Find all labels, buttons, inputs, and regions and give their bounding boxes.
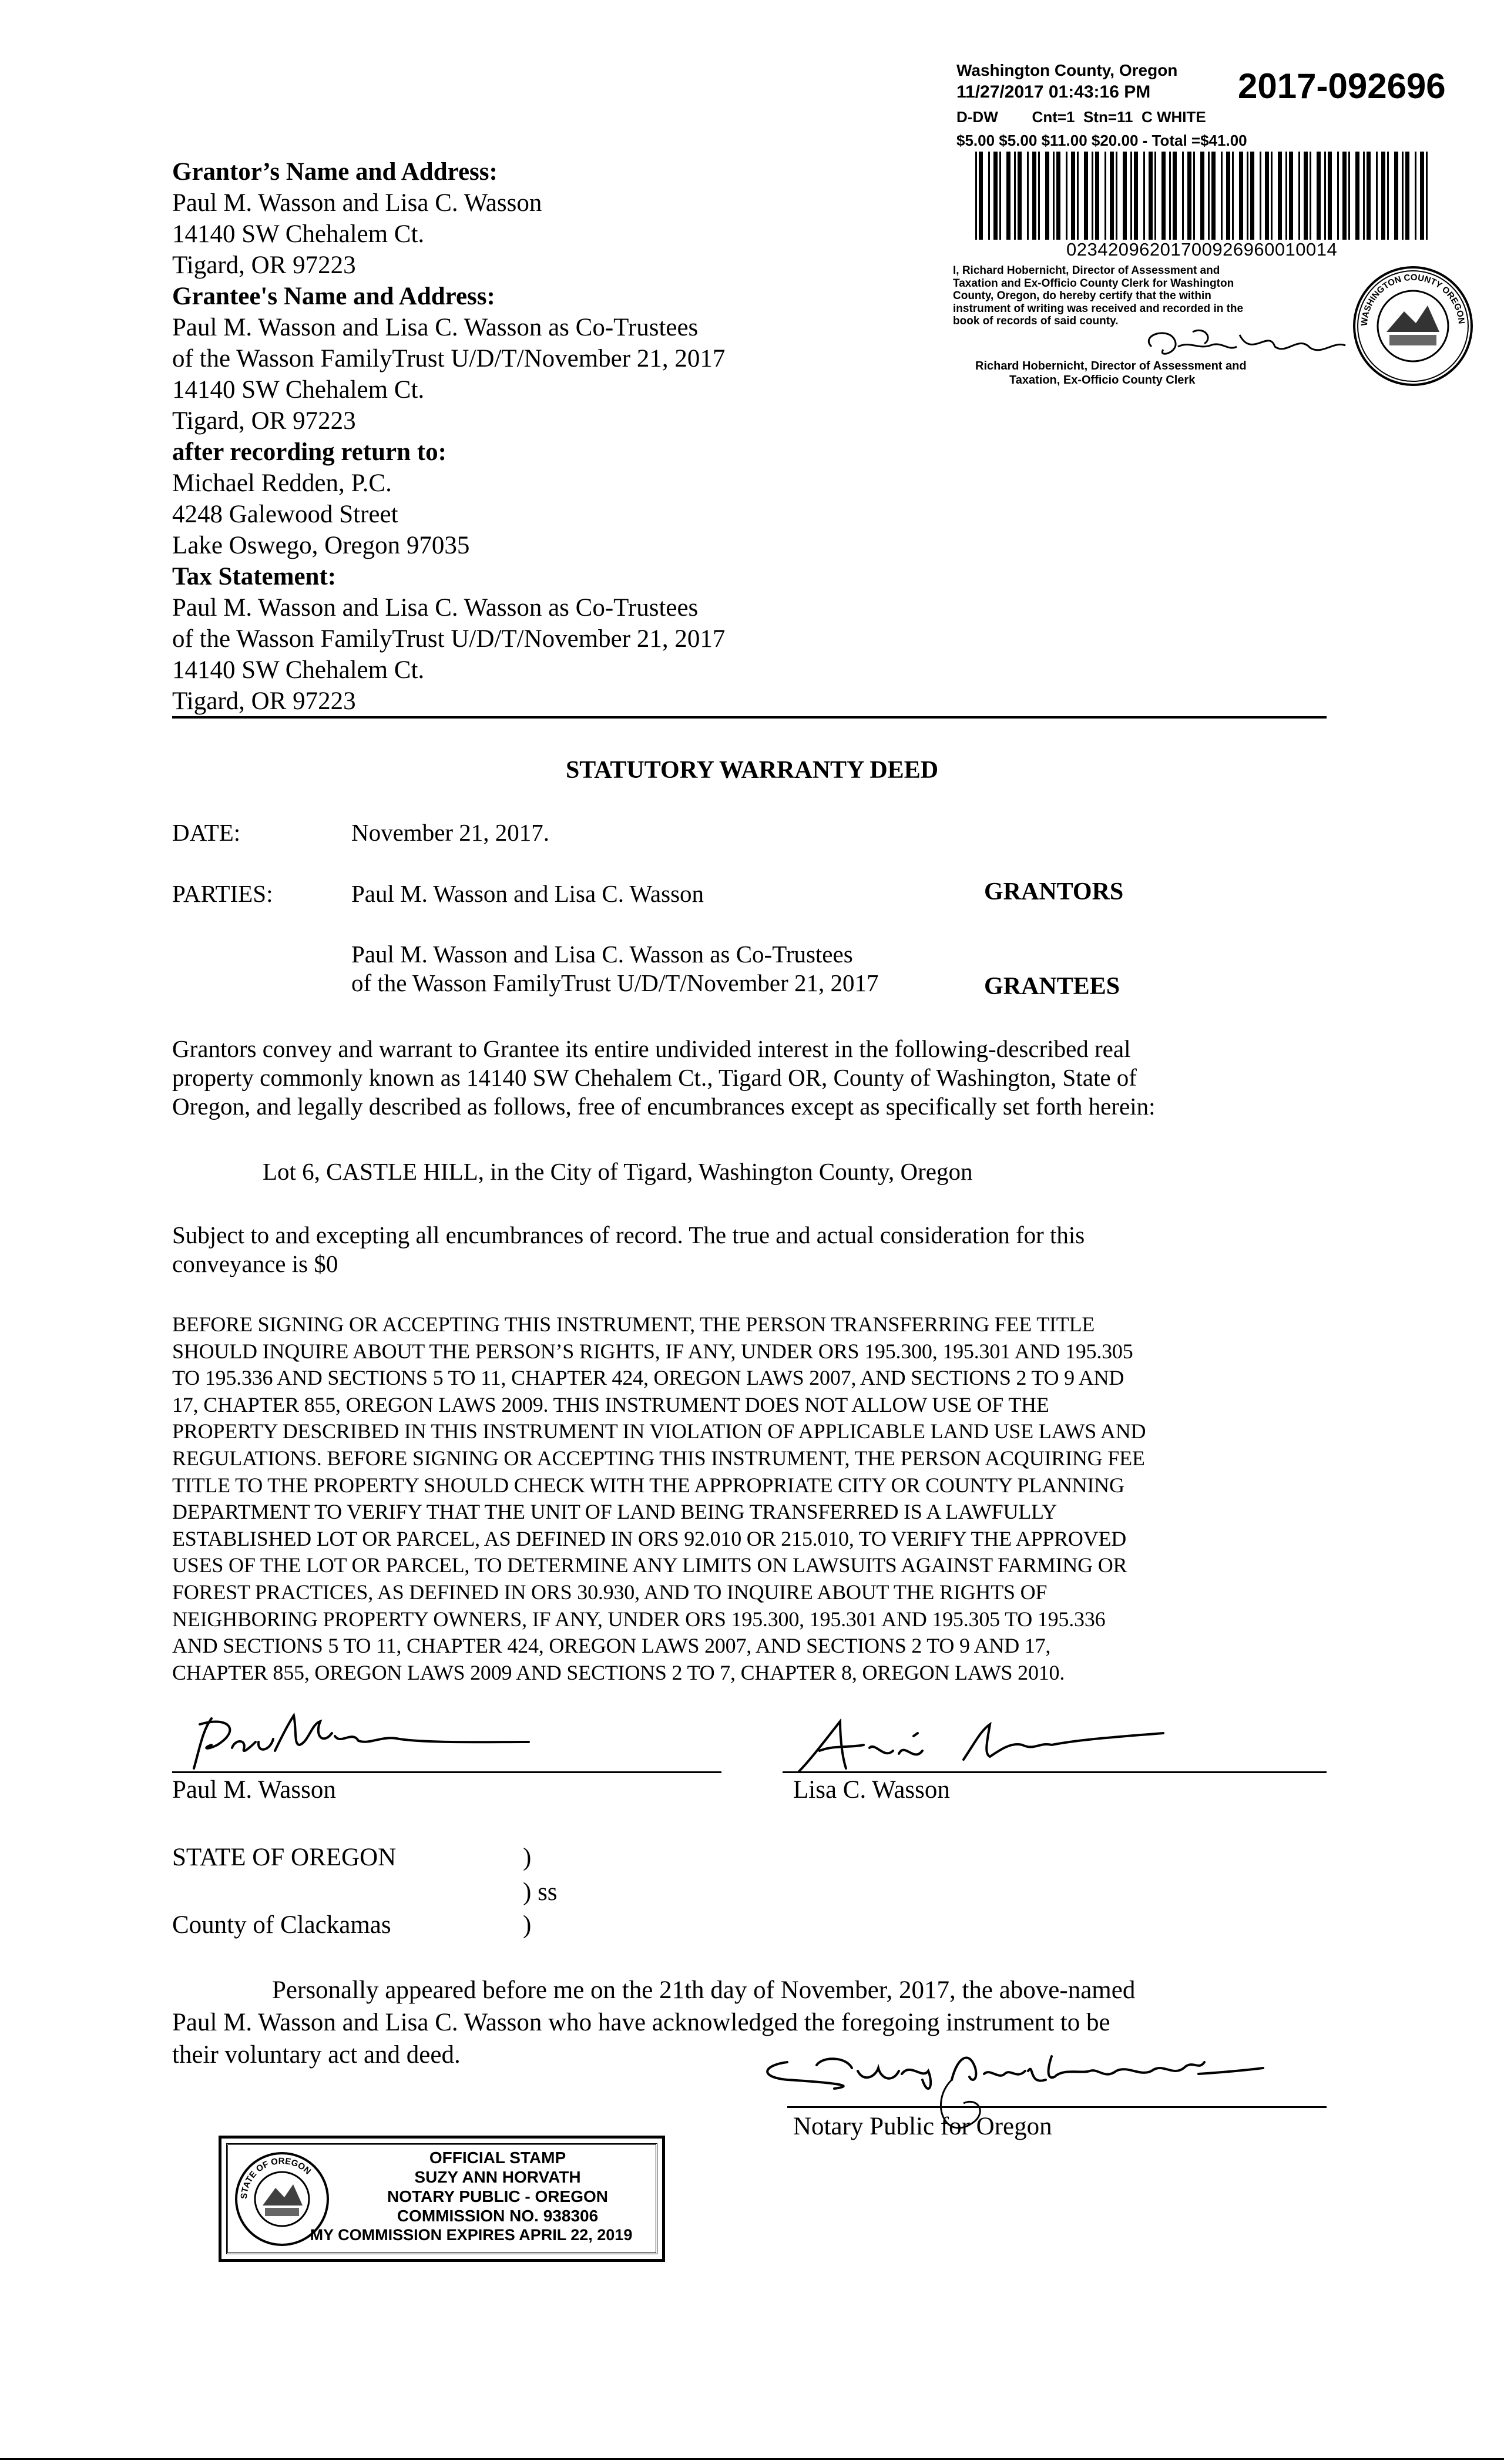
cert-line: Taxation and Ex-Officio County Clerk for Washington — [953, 277, 1234, 290]
barcode-bar — [1415, 152, 1416, 240]
barcode-bar — [1071, 152, 1075, 240]
barcode-bar — [979, 152, 983, 240]
recording-timestamp: 11/27/2017 01:43:16 PM — [956, 82, 1151, 102]
grantee-line: of the Wasson FamilyTrust U/D/T/November 21, 2017 — [172, 345, 726, 372]
clerk-line-2: Taxation, Ex-Officio County Clerk — [1009, 374, 1196, 387]
grantor-line: 14140 SW Chehalem Ct. — [172, 220, 425, 248]
barcode-bar — [1149, 152, 1153, 240]
subject-line: conveyance is $0 — [172, 1250, 338, 1277]
barcode-bar — [1298, 152, 1300, 240]
return-label: after recording return to: — [172, 438, 446, 466]
statutory-line: TO 195.336 AND SECTIONS 5 TO 11, CHAPTER 424, OREGON LAWS 2007, AND SECTIONS 2 TO 9 AND — [172, 1366, 1124, 1390]
cert-line: County, Oregon, do hereby certify that the within — [953, 290, 1211, 302]
statutory-line: ESTABLISHED LOT OR PARCEL, AS DEFINED IN ORS 92.010 OR 215.010, TO VERIFY THE APPROVED — [172, 1526, 1127, 1550]
venue-ss: ) ss — [523, 1878, 558, 1906]
barcode-bar — [1355, 152, 1359, 240]
acknowledgment-line: their voluntary act and deed. — [172, 2041, 461, 2069]
return-line: Lake Oswego, Oregon 97035 — [172, 532, 470, 559]
barcode-bar — [1211, 152, 1216, 240]
barcode-bar — [1134, 152, 1138, 240]
tax-line: 14140 SW Chehalem Ct. — [172, 656, 425, 684]
barcode-bar — [1056, 152, 1060, 240]
deed-title: STATUTORY WARRANTY DEED — [565, 757, 939, 784]
barcode-bar — [1420, 152, 1424, 240]
barcode-bar — [993, 152, 998, 240]
barcode-bar — [1084, 152, 1088, 240]
barcode-bar — [1402, 152, 1404, 240]
header-divider — [172, 716, 1327, 719]
barcode-bar — [1278, 152, 1282, 240]
barcode-bar — [1053, 152, 1055, 240]
notary-signature-line — [787, 2106, 1327, 2108]
statutory-line: SHOULD INQUIRE ABOUT THE PERSON’S RIGHTS, IF ANY, UNDER ORS 195.300, 195.301 AND 195.305 — [172, 1339, 1133, 1363]
barcode-bar — [1154, 152, 1156, 240]
official-stamp — [219, 2136, 665, 2262]
conveyance-line: Oregon, and legally described as follows, free of encumbrances except as specifically set forth herein: — [172, 1093, 1156, 1120]
grantors-role: GRANTORS — [984, 878, 1124, 905]
statutory-line: USES OF THE LOT OR PARCEL, TO DETERMINE ANY LIMITS ON LAWSUITS AGAINST FARMING OR — [172, 1553, 1127, 1577]
venue-paren-1: ) — [523, 1844, 532, 1871]
barcode-bar — [1161, 152, 1166, 240]
grantors-names: Paul M. Wasson and Lisa C. Wasson — [351, 880, 704, 907]
conveyance-line: property commonly known as 14140 SW Chehalem Ct., Tigard OR, County of Washington, State of — [172, 1064, 1137, 1091]
barcode-bar — [1193, 152, 1195, 240]
date-label: DATE: — [172, 819, 241, 846]
barcode-bar — [1239, 152, 1243, 240]
barcode-bar — [1304, 152, 1308, 240]
barcode-bar — [1038, 152, 1040, 240]
date-value: November 21, 2017. — [351, 819, 550, 846]
barcode-bar — [1265, 152, 1269, 240]
barcode-bar — [1143, 152, 1145, 240]
signature-line-1 — [172, 1771, 721, 1773]
barcode-bar — [1032, 152, 1036, 240]
cert-line: book of records of said county. — [953, 315, 1119, 327]
barcode-bar — [1317, 152, 1321, 240]
statutory-line: DEPARTMENT TO VERIFY THAT THE UNIT OF LAND BEING TRANSFERRED IS A LAWFULLY — [172, 1500, 1058, 1524]
grantor-line: Paul M. Wasson and Lisa C. Wasson — [172, 189, 542, 217]
grantee-line: Paul M. Wasson and Lisa C. Wasson as Co-Trustees — [172, 314, 699, 341]
barcode-bar — [1405, 152, 1409, 240]
barcode-bar — [1027, 152, 1029, 240]
stamp-line: MY COMMISSION EXPIRES APRIL 22, 2019 — [310, 2226, 633, 2244]
barcode-bar — [1250, 152, 1254, 240]
certification-text — [953, 264, 1243, 328]
barcode-bar — [1289, 152, 1293, 240]
recording-fees: $5.00 $5.00 $11.00 $20.00 - Total =$41.00 — [956, 132, 1247, 149]
barcode-bar — [1092, 152, 1093, 240]
barcode-bar — [1226, 152, 1230, 240]
barcode-bar — [1348, 152, 1350, 240]
barcode-bar — [1208, 152, 1210, 240]
statutory-line: REGULATIONS. BEFORE SIGNING OR ACCEPTING THIS INSTRUMENT, THE PERSON ACQUIRING FEE — [172, 1446, 1145, 1470]
barcode-bar — [1381, 152, 1385, 240]
barcode-bar — [1173, 152, 1177, 240]
cert-line: I, Richard Hobernicht, Director of Assessment and — [953, 264, 1220, 277]
statutory-line: AND SECTIONS 5 TO 11, CHAPTER 424, OREGON LAWS 2007, AND SECTIONS 2 TO 9 AND 17, — [172, 1634, 1051, 1658]
acknowledgment-line: Personally appeared before me on the 21th day of November, 2017, the above-named — [272, 1976, 1136, 2004]
barcode-bar — [1116, 152, 1117, 240]
stamp-seal-text: STATE OF OREGON — [239, 2156, 313, 2200]
recording-barcode — [975, 152, 1434, 240]
signer-name-2: Lisa C. Wasson — [793, 1776, 950, 1804]
clerk-line-1: Richard Hobernicht, Director of Assessment and — [975, 360, 1247, 372]
stamp-line: COMMISSION NO. 938306 — [397, 2207, 599, 2225]
barcode-bar — [1324, 152, 1326, 240]
barcode-bar — [1387, 152, 1389, 240]
barcode-bar — [1014, 152, 1016, 240]
barcode-bar — [1006, 152, 1010, 240]
barcode-bar — [1426, 152, 1428, 240]
barcode-bar — [1271, 152, 1273, 240]
notary-caption: Notary Public for Oregon — [793, 2113, 1052, 2140]
stamp-text — [310, 2148, 656, 2245]
barcode-bar — [1285, 152, 1287, 240]
return-line: 4248 Galewood Street — [172, 501, 398, 528]
tax-line: of the Wasson FamilyTrust U/D/T/November 21, 2017 — [172, 625, 726, 653]
recording-county: Washington County, Oregon — [956, 61, 1178, 79]
tax-line: Paul M. Wasson and Lisa C. Wasson as Co-Trustees — [172, 594, 699, 622]
statutory-line: TITLE TO THE PROPERTY SHOULD CHECK WITH THE APPROPRIATE CITY OR COUNTY PLANNING — [172, 1473, 1124, 1497]
document-number: 2017-092696 — [1238, 66, 1446, 106]
barcode-bar — [1077, 152, 1079, 240]
state-label: STATE OF OREGON — [172, 1844, 397, 1871]
barcode-bar — [1310, 152, 1311, 240]
barcode-bar — [1260, 152, 1261, 240]
subject-line: Subject to and excepting all encumbrances of record. The true and actual consideration for this — [172, 1221, 1085, 1248]
conveyance-line: Grantors convey and warrant to Grantee its entire undivided interest in the following-described real — [172, 1035, 1131, 1062]
barcode-bar — [1130, 152, 1132, 240]
parties-label: PARTIES: — [172, 880, 273, 907]
venue-paren-3: ) — [523, 1911, 532, 1939]
grantees-role: GRANTEES — [984, 973, 1120, 1000]
grantee-label: Grantee's Name and Address: — [172, 283, 495, 310]
statutory-line: 17, CHAPTER 855, OREGON LAWS 2009. THIS INSTRUMENT DOES NOT ALLOW USE OF THE — [172, 1392, 1049, 1416]
stamp-line: OFFICIAL STAMP — [429, 2149, 566, 2167]
signature-line-2 — [783, 1771, 1327, 1773]
barcode-bar — [999, 152, 1001, 240]
page-bottom-edge — [0, 2458, 1504, 2460]
barcode-bar — [1232, 152, 1234, 240]
grantees-names — [351, 940, 879, 998]
tax-line: Tigard, OR 97223 — [172, 687, 356, 715]
signature-lisa — [787, 1718, 1175, 1777]
grantor-label: Grantor’s Name and Address: — [172, 158, 498, 186]
barcode-bar — [1337, 152, 1339, 240]
statutory-line: PROPERTY DESCRIBED IN THIS INSTRUMENT IN VIOLATION OF APPLICABLE LAND USE LAWS AND — [172, 1419, 1146, 1444]
barcode-bar — [1104, 152, 1106, 240]
legal-description: Lot 6, CASTLE HILL, in the City of Tigard, Washington County, Oregon — [263, 1158, 973, 1185]
statutory-notice — [172, 1311, 1146, 1686]
signature-paul — [176, 1713, 576, 1777]
barcode-bar — [1095, 152, 1099, 240]
acknowledgment-line: Paul M. Wasson and Lisa C. Wasson who have acknowledged the foregoing instrument to be — [172, 2009, 1110, 2036]
barcode-bar — [988, 152, 990, 240]
grantees-line: of the Wasson FamilyTrust U/D/T/November 21, 2017 — [351, 969, 879, 996]
stamp-line: SUZY ANN HORVATH — [414, 2168, 581, 2186]
barcode-bar — [1066, 152, 1067, 240]
grantee-line: Tigard, OR 97223 — [172, 407, 356, 435]
statutory-line: BEFORE SIGNING OR ACCEPTING THIS INSTRUMENT, THE PERSON TRANSFERRING FEE TITLE — [172, 1312, 1095, 1336]
barcode-bar — [1187, 152, 1191, 240]
barcode-bar — [1200, 152, 1204, 240]
county-seal — [1351, 264, 1475, 388]
barcode-bar — [1328, 152, 1332, 240]
barcode-bar — [975, 152, 977, 240]
tax-label: Tax Statement: — [172, 563, 337, 590]
barcode-bar — [1221, 152, 1223, 240]
barcode-number: 02342096201700926960010014 — [1066, 239, 1338, 260]
stamp-line: NOTARY PUBLIC - OREGON — [387, 2187, 608, 2205]
statutory-line: NEIGHBORING PROPERTY OWNERS, IF ANY, UNDER ORS 195.300, 195.301 AND 195.305 TO 195.336 — [172, 1607, 1106, 1631]
return-line: Michael Redden, P.C. — [172, 469, 392, 497]
conveyance-paragraph — [172, 1035, 1156, 1121]
barcode-bar — [1018, 152, 1022, 240]
header-block — [172, 156, 725, 717]
grantee-line: 14140 SW Chehalem Ct. — [172, 376, 425, 404]
recording-codes: D-DW Cnt=1 Stn=11 C WHITE — [956, 108, 1206, 126]
statutory-line: CHAPTER 855, OREGON LAWS 2009 AND SECTIONS 2 TO 7, CHAPTER 8, OREGON LAWS 2010. — [172, 1660, 1065, 1684]
barcode-bar — [1045, 152, 1049, 240]
barcode-bar — [1182, 152, 1184, 240]
cert-line: instrument of writing was received and recorded in the — [953, 302, 1244, 315]
barcode-bar — [1376, 152, 1378, 240]
barcode-bar — [1123, 152, 1127, 240]
grantees-line: Paul M. Wasson and Lisa C. Wasson as Co-Trustees — [351, 941, 853, 968]
barcode-bar — [1110, 152, 1114, 240]
statutory-line: FOREST PRACTICES, AS DEFINED IN ORS 30.930, AND TO INQUIRE ABOUT THE RIGHTS OF — [172, 1580, 1048, 1604]
subject-paragraph — [172, 1221, 1085, 1278]
barcode-bar — [1247, 152, 1248, 240]
county-seal-text: WASHINGTON COUNTY OREGON — [1359, 272, 1467, 327]
barcode-bar — [1363, 152, 1365, 240]
barcode-bar — [1394, 152, 1398, 240]
signer-name-1: Paul M. Wasson — [172, 1776, 336, 1804]
barcode-bar — [1169, 152, 1171, 240]
grantor-line: Tigard, OR 97223 — [172, 251, 356, 279]
barcode-bar — [1342, 152, 1347, 240]
barcode-bar — [1367, 152, 1371, 240]
county-label: County of Clackamas — [172, 1911, 391, 1939]
